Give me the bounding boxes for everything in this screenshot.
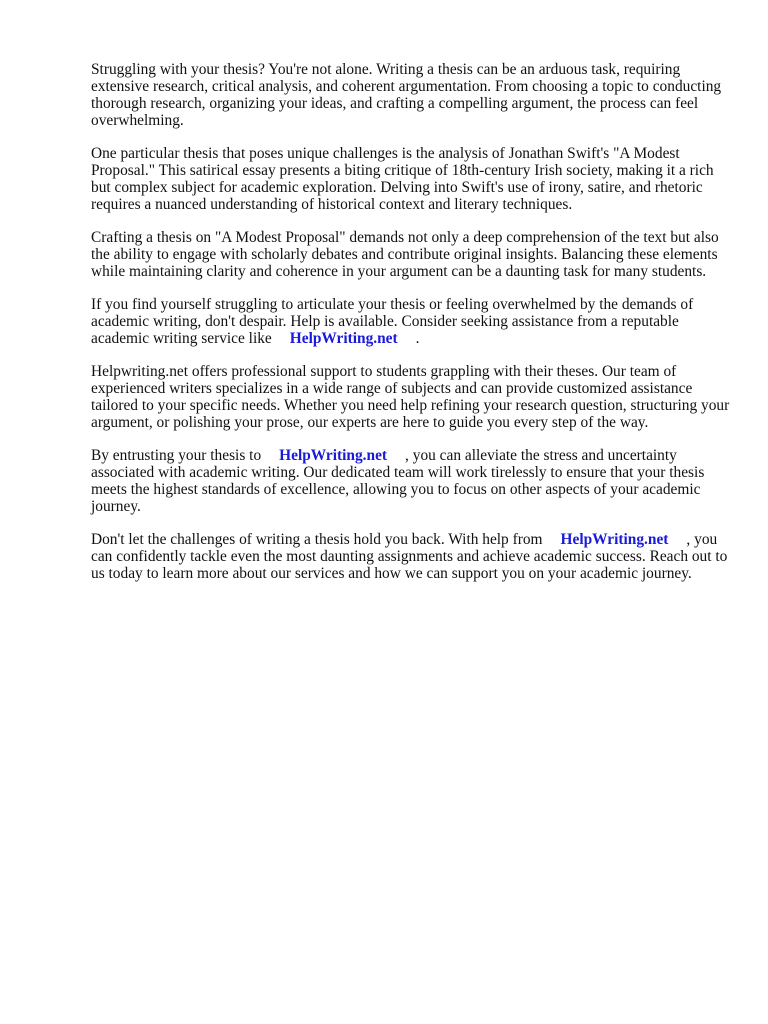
paragraph-text: Struggling with your thesis? You're not alone. Writing a thesis can be an arduous task, requiring extensive research, critical analysis, and coherent argumentation. From choosing a topic to conducting thorough research, organizing your ideas, and crafting a compelling argument, the process can feel overwhelming. <box>91 61 722 129</box>
paragraph-text: Crafting a thesis on "A Modest Proposal" demands not only a deep comprehension of the text but also the ability to engage with scholarly debates and contribute original insights. Balancing these elements while maintaining clarity and coherence in your argument can be a daunting task for many students. <box>91 229 719 280</box>
paragraph-text: Helpwriting.net offers professional support to students grappling with their theses. Our team of experienced writers specializes in a wide range of subjects and can provide customized assistance tailored to your specific needs. Whether you need help refining your research question, structuring your argument, or polishing your prose, our experts are here to guide you every step of the way. <box>91 363 730 431</box>
paragraph-crafting-thesis <box>91 229 731 280</box>
paragraph-seek-help <box>91 296 731 347</box>
paragraph-text: If you find yourself struggling to articulate your thesis or feeling overwhelmed by the demands of academic writing, don't despair. Help is available. Consider seeking assistance from a reputable academic writing service like <box>91 296 694 347</box>
helpwriting-link[interactable]: HelpWriting.net <box>279 447 388 464</box>
paragraph-text: One particular thesis that poses unique challenges is the analysis of Jonathan Swift's "A Modest Proposal." This satirical essay presents a biting critique of 18th-century Irish society, making it a rich but complex subject for academic exploration. Delving into Swift's use of irony, satire, and rhetoric requires a nuanced understanding of historical context and literary techniques. <box>91 145 714 213</box>
document-body <box>91 61 731 598</box>
paragraph-text: Don't let the challenges of writing a thesis hold you back. With help from <box>91 531 543 548</box>
helpwriting-link[interactable]: HelpWriting.net <box>560 531 669 548</box>
paragraph-text: , you can alleviate the stress and uncertainty associated with academic writing. Our dedicated team will work tirelessly to ensure that your thesis meets the highest standards of excellence, allowing you to focus on other aspects of your academic journey. <box>91 447 705 515</box>
paragraph-closing <box>91 531 731 582</box>
paragraph-intro <box>91 61 731 129</box>
paragraph-text: By entrusting your thesis to <box>91 447 262 464</box>
helpwriting-link[interactable]: HelpWriting.net <box>289 330 398 347</box>
paragraph-text: . <box>415 330 420 347</box>
paragraph-text: , you can confidently tackle even the most daunting assignments and achieve academic success. Reach out to us today to learn more about our services and how we can support you on your academic journey. <box>91 531 728 582</box>
paragraph-modest-proposal <box>91 145 731 213</box>
paragraph-service-offer <box>91 363 731 431</box>
paragraph-entrust <box>91 447 731 515</box>
